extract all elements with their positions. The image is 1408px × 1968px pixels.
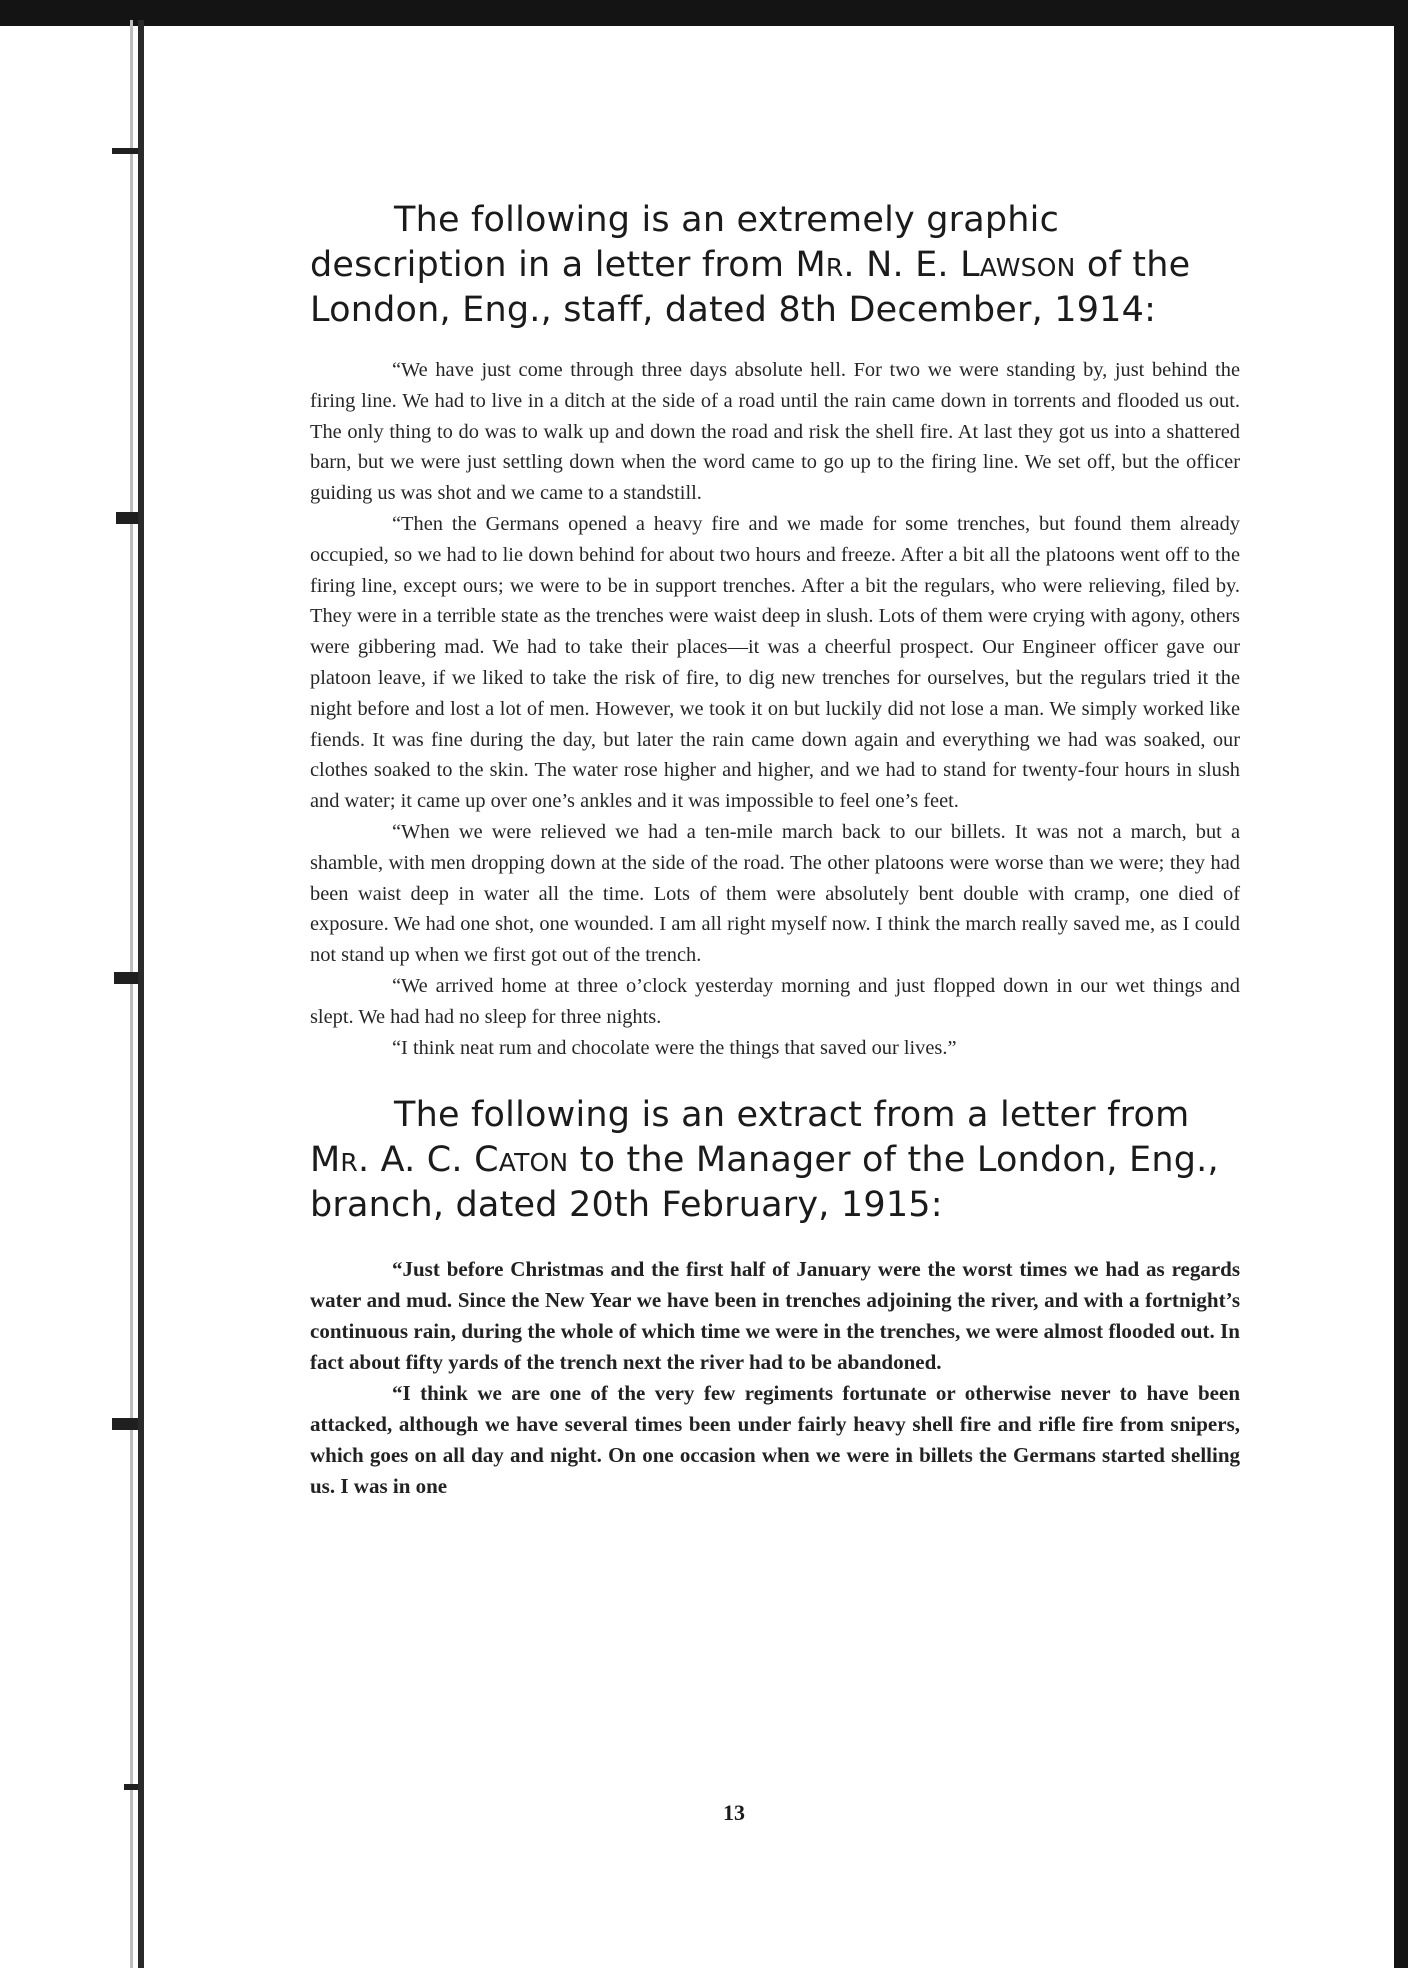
binding-stitch	[114, 972, 138, 984]
letter-lawson-section	[310, 198, 1240, 1063]
page-content	[310, 198, 1240, 1502]
page-number: 13	[723, 1800, 745, 1825]
binding-stitch	[112, 148, 138, 154]
letter-body	[310, 355, 1240, 1063]
author-name: Mr. A. C. Caton	[310, 1140, 569, 1181]
paragraph: “Then the Germans opened a heavy fire and we made for some trenches, but found them already occupied, so we had to lie down behind for about two hours and freeze. After a bit all the platoons went off to the firing line, except ours; we were to be in support trenches. After a bit the regulars, who were relieving, filed by. They were in a terrible state as the trenches were waist deep in slush. Lots of them were crying with agony, others were gibbering mad. We had to take their places—it was a cheerful prospect. Our Engineer officer gave our platoon leave, if we liked to take the risk of fire, to dig new trenches for ourselves, but the regulars tried it the night before and lost a lot of men. However, we took it on but luckily did not lose a man. We simply worked like fiends. It was fine during the day, but later the rain came down again and everything we had was soaked, our clothes soaked to the skin. The water rose higher and higher, and we had to stand for twenty-four hours in slush and water; it came up over one’s ankles and it was impossible to feel one’s feet.	[310, 512, 1240, 813]
paragraph: “We have just come through three days absolute hell. For two we were standing by, just behind the firing line. We had to live in a ditch at the side of a road until the rain came down in torrents and flooded us out. The only thing to do was to walk up and down the road and risk the shell fire. At last they got us into a shattered barn, but we were just settling down when the word came to go up to the firing line. We set off, but the officer guiding us was shot and we came to a standstill.	[310, 359, 1240, 505]
section-heading: The following is an extremely graphic description in a letter from Mr. N. E. Lawson of the London, Eng., staff, dated 8th December, 1914:	[310, 200, 1191, 330]
binding-stitch	[112, 1418, 138, 1430]
section-heading: The following is an extract from a letter from Mr. A. C. Caton to the Manager of the London, Eng., branch, dated 20th February, 1915:	[310, 1095, 1219, 1226]
scan-right-edge	[1394, 0, 1408, 1968]
paragraph: “Just before Christmas and the first half of January were the worst times we had as regards water and mud. Since the New Year we have been in trenches adjoining the river, and with a fortnight’s continuous rain, during the whole of which time we were in the trenches, we were almost flooded out. In fact about fifty yards of the trench next the river had to be abandoned.	[310, 1257, 1240, 1375]
author-name: Mr. N. E. Lawson	[795, 245, 1076, 285]
binding-spine	[138, 20, 144, 1968]
paragraph: “When we were relieved we had a ten-mile march back to our billets. It was not a march, but a shamble, with men dropping down at the side of the road. The other platoons were worse than we were; they had been waist deep in water all the time. Lots of them were absolutely bent double with cramp, one died of exposure. We had one shot, one wounded. I am all right myself now. I think the march really saved me, as I could not stand up when we first got out of the trench.	[310, 820, 1240, 967]
letter-body	[310, 1254, 1240, 1502]
binding-shadow	[130, 20, 133, 1968]
paragraph: “We arrived home at three o’clock yesterday morning and just flopped down in our wet things and slept. We had had no sleep for three nights.	[310, 974, 1240, 1028]
paragraph: “I think neat rum and chocolate were the things that saved our lives.”	[392, 1036, 957, 1059]
letter-caton-section	[310, 1093, 1240, 1502]
scan-top-edge	[0, 0, 1408, 26]
binding-stitch	[124, 1784, 138, 1790]
binding-stitch	[116, 512, 138, 524]
paragraph: “I think we are one of the very few regiments fortunate or otherwise never to have been attacked, although we have several times been under fairly heavy shell fire and rifle fire from snipers, which goes on all day and night. On one occasion when we were in billets the Germans started shelling us. I was in one	[310, 1381, 1240, 1499]
